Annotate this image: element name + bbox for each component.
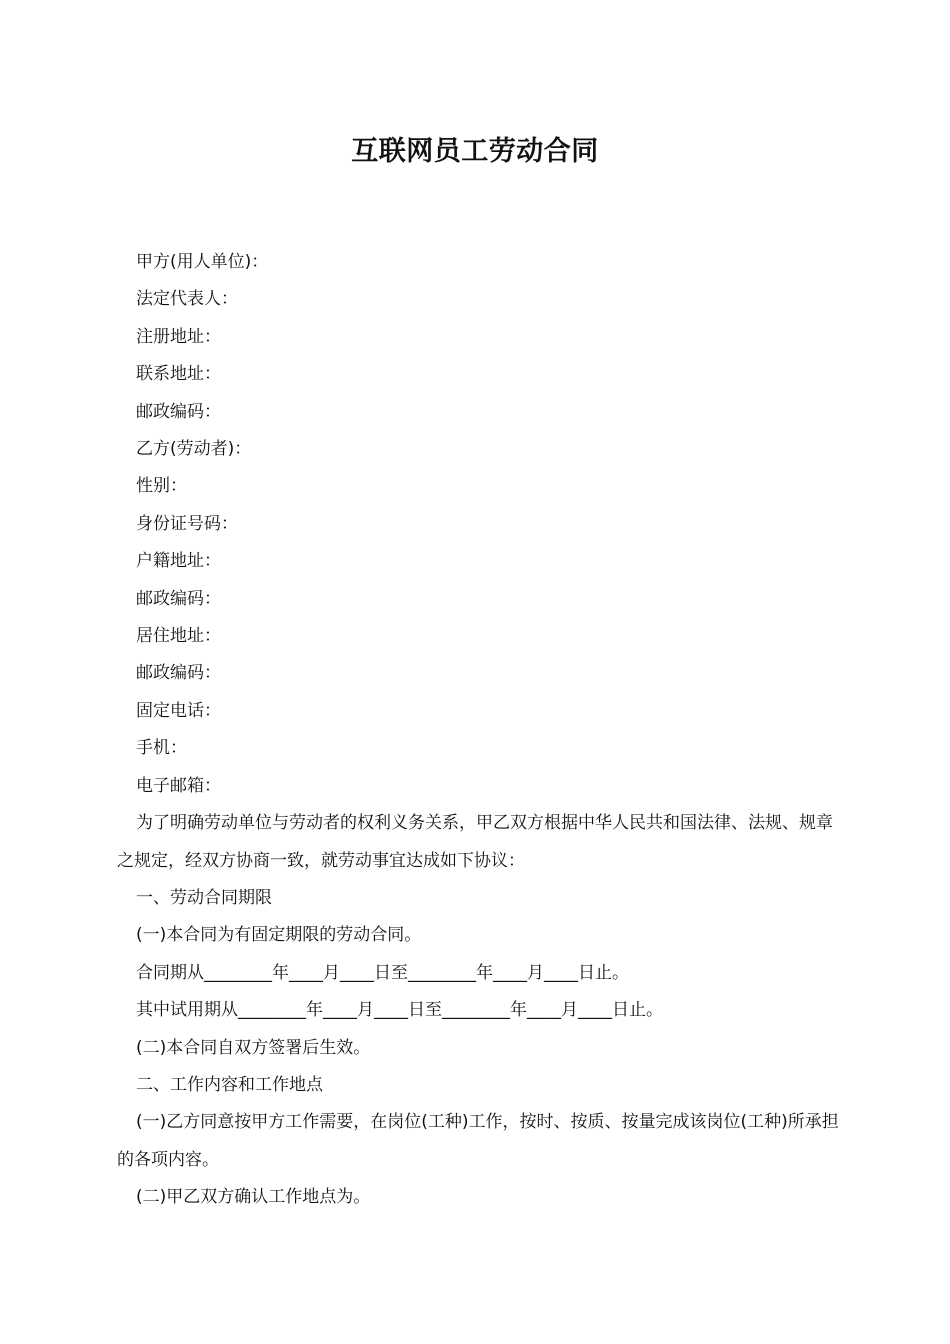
residence-address-field: 居住地址： xyxy=(136,626,221,647)
registered-address-field: 注册地址： xyxy=(136,326,221,347)
clause-work-location: (二)甲乙双方确认工作地点为。 xyxy=(136,1187,371,1208)
party-b-section xyxy=(117,431,842,805)
section-contract-term xyxy=(117,880,842,1067)
residence-postal-code-field: 邮政编码： xyxy=(136,663,221,684)
clause-fixed-term: (一)本合同为有固定期限的劳动合同。 xyxy=(136,925,422,946)
clause-effective: (二)本合同自双方签署后生效。 xyxy=(136,1037,371,1058)
section-job-content xyxy=(117,1067,842,1217)
email-field: 电子邮箱： xyxy=(136,775,221,796)
party-a-section xyxy=(117,244,842,431)
contract-body xyxy=(117,244,842,1217)
contract-period-line: 合同期从________年____月____日至________年____月____日止。 xyxy=(136,962,629,983)
household-address-field: 户籍地址： xyxy=(136,551,221,572)
section-heading: 一、劳动合同期限 xyxy=(136,887,272,908)
household-postal-code-field: 邮政编码： xyxy=(136,588,221,609)
section-heading: 二、工作内容和工作地点 xyxy=(136,1074,323,1095)
party-b-name-field: 乙方(劳动者)： xyxy=(136,439,252,460)
mobile-field: 手机： xyxy=(136,738,187,759)
gender-field: 性别： xyxy=(136,476,187,497)
party-a-name-field: 甲方(用人单位)： xyxy=(136,252,269,272)
contact-address-field: 联系地址： xyxy=(136,364,221,385)
id-number-field: 身份证号码： xyxy=(136,513,238,534)
legal-representative-field: 法定代表人： xyxy=(136,289,238,310)
landline-field: 固定电话： xyxy=(136,700,221,721)
probation-period-line: 其中试用期从________年____月____日至________年____月____日止。 xyxy=(136,1000,663,1021)
party-a-postal-code-field: 邮政编码： xyxy=(136,401,221,422)
preamble-paragraph: 为了明确劳动单位与劳动者的权利义务关系，甲乙双方根据中华人民共和国法律、法规、规章之规定，经双方协商一致，就劳动事宜达成如下协议： xyxy=(117,813,833,871)
clause-job-duties: (一)乙方同意按甲方工作需要，在岗位(工种)工作，按时、按质、按量完成该岗位(工种)所承担的各项内容。 xyxy=(117,1112,839,1170)
page-title: 互联网员工劳动合同 xyxy=(351,136,599,167)
